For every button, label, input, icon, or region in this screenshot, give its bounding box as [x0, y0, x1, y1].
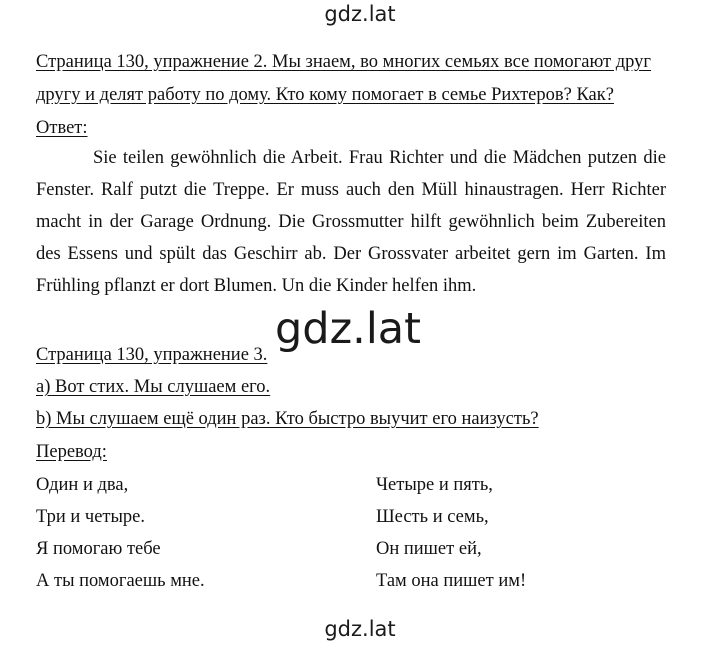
exercise-2-task-line-1: Страница 130, упражнение 2. Мы знаем, во многих семьях все помогают друг: [36, 52, 652, 72]
poem-left-line: Три и четыре.: [36, 507, 146, 527]
exercise-2-task-line-2: другу и делят работу по дому. Кто кому помогает в семье Рихтеров? Как?: [36, 85, 614, 105]
poem-left-line: А ты помогаешь мне.: [36, 571, 205, 591]
poem-right-line: Четыре и пять,: [376, 475, 493, 495]
answer-paragraph: Sie teilen gewöhnlich die Arbeit. Frau Richter und die Mädchen putzen die Fenster. Ralf putzt die Treppe. Er muss auch den Müll hinaustragen. Herr Richter macht in der Garage Ordnung. Die Grossmutter hilft gewöhnlich beim Zubereiten des Essens und spült das Geschirr ab. Der Grossvater arbeitet gern im Garten. Im Frühling pflanzt er dort Blumen. Un die Kinder helfen ihm.: [36, 148, 666, 296]
poem-right-line: Он пишет ей,: [376, 539, 482, 559]
translation-label: Перевод:: [36, 442, 107, 462]
exercise-3-heading: Страница 130, упражнение 3.: [36, 345, 268, 365]
exercise-3-task-b: b) Мы слушаем ещё один раз. Кто быстро выучит его наизусть?: [36, 409, 539, 429]
poem-right-line: Там она пишет им!: [376, 571, 527, 591]
poem-left-line: Я помогаю тебе: [36, 539, 161, 559]
exercise-3-task-a: a) Вот стих. Мы слушаем его.: [36, 377, 271, 397]
poem-left-line: Один и два,: [36, 475, 129, 495]
watermark-top: gdz.lat: [324, 2, 396, 26]
answer-label: Ответ:: [36, 118, 88, 138]
watermark-bottom: gdz.lat: [324, 617, 396, 641]
watermark-middle: gdz.lat: [275, 304, 421, 354]
poem-right-line: Шесть и семь,: [376, 507, 489, 527]
